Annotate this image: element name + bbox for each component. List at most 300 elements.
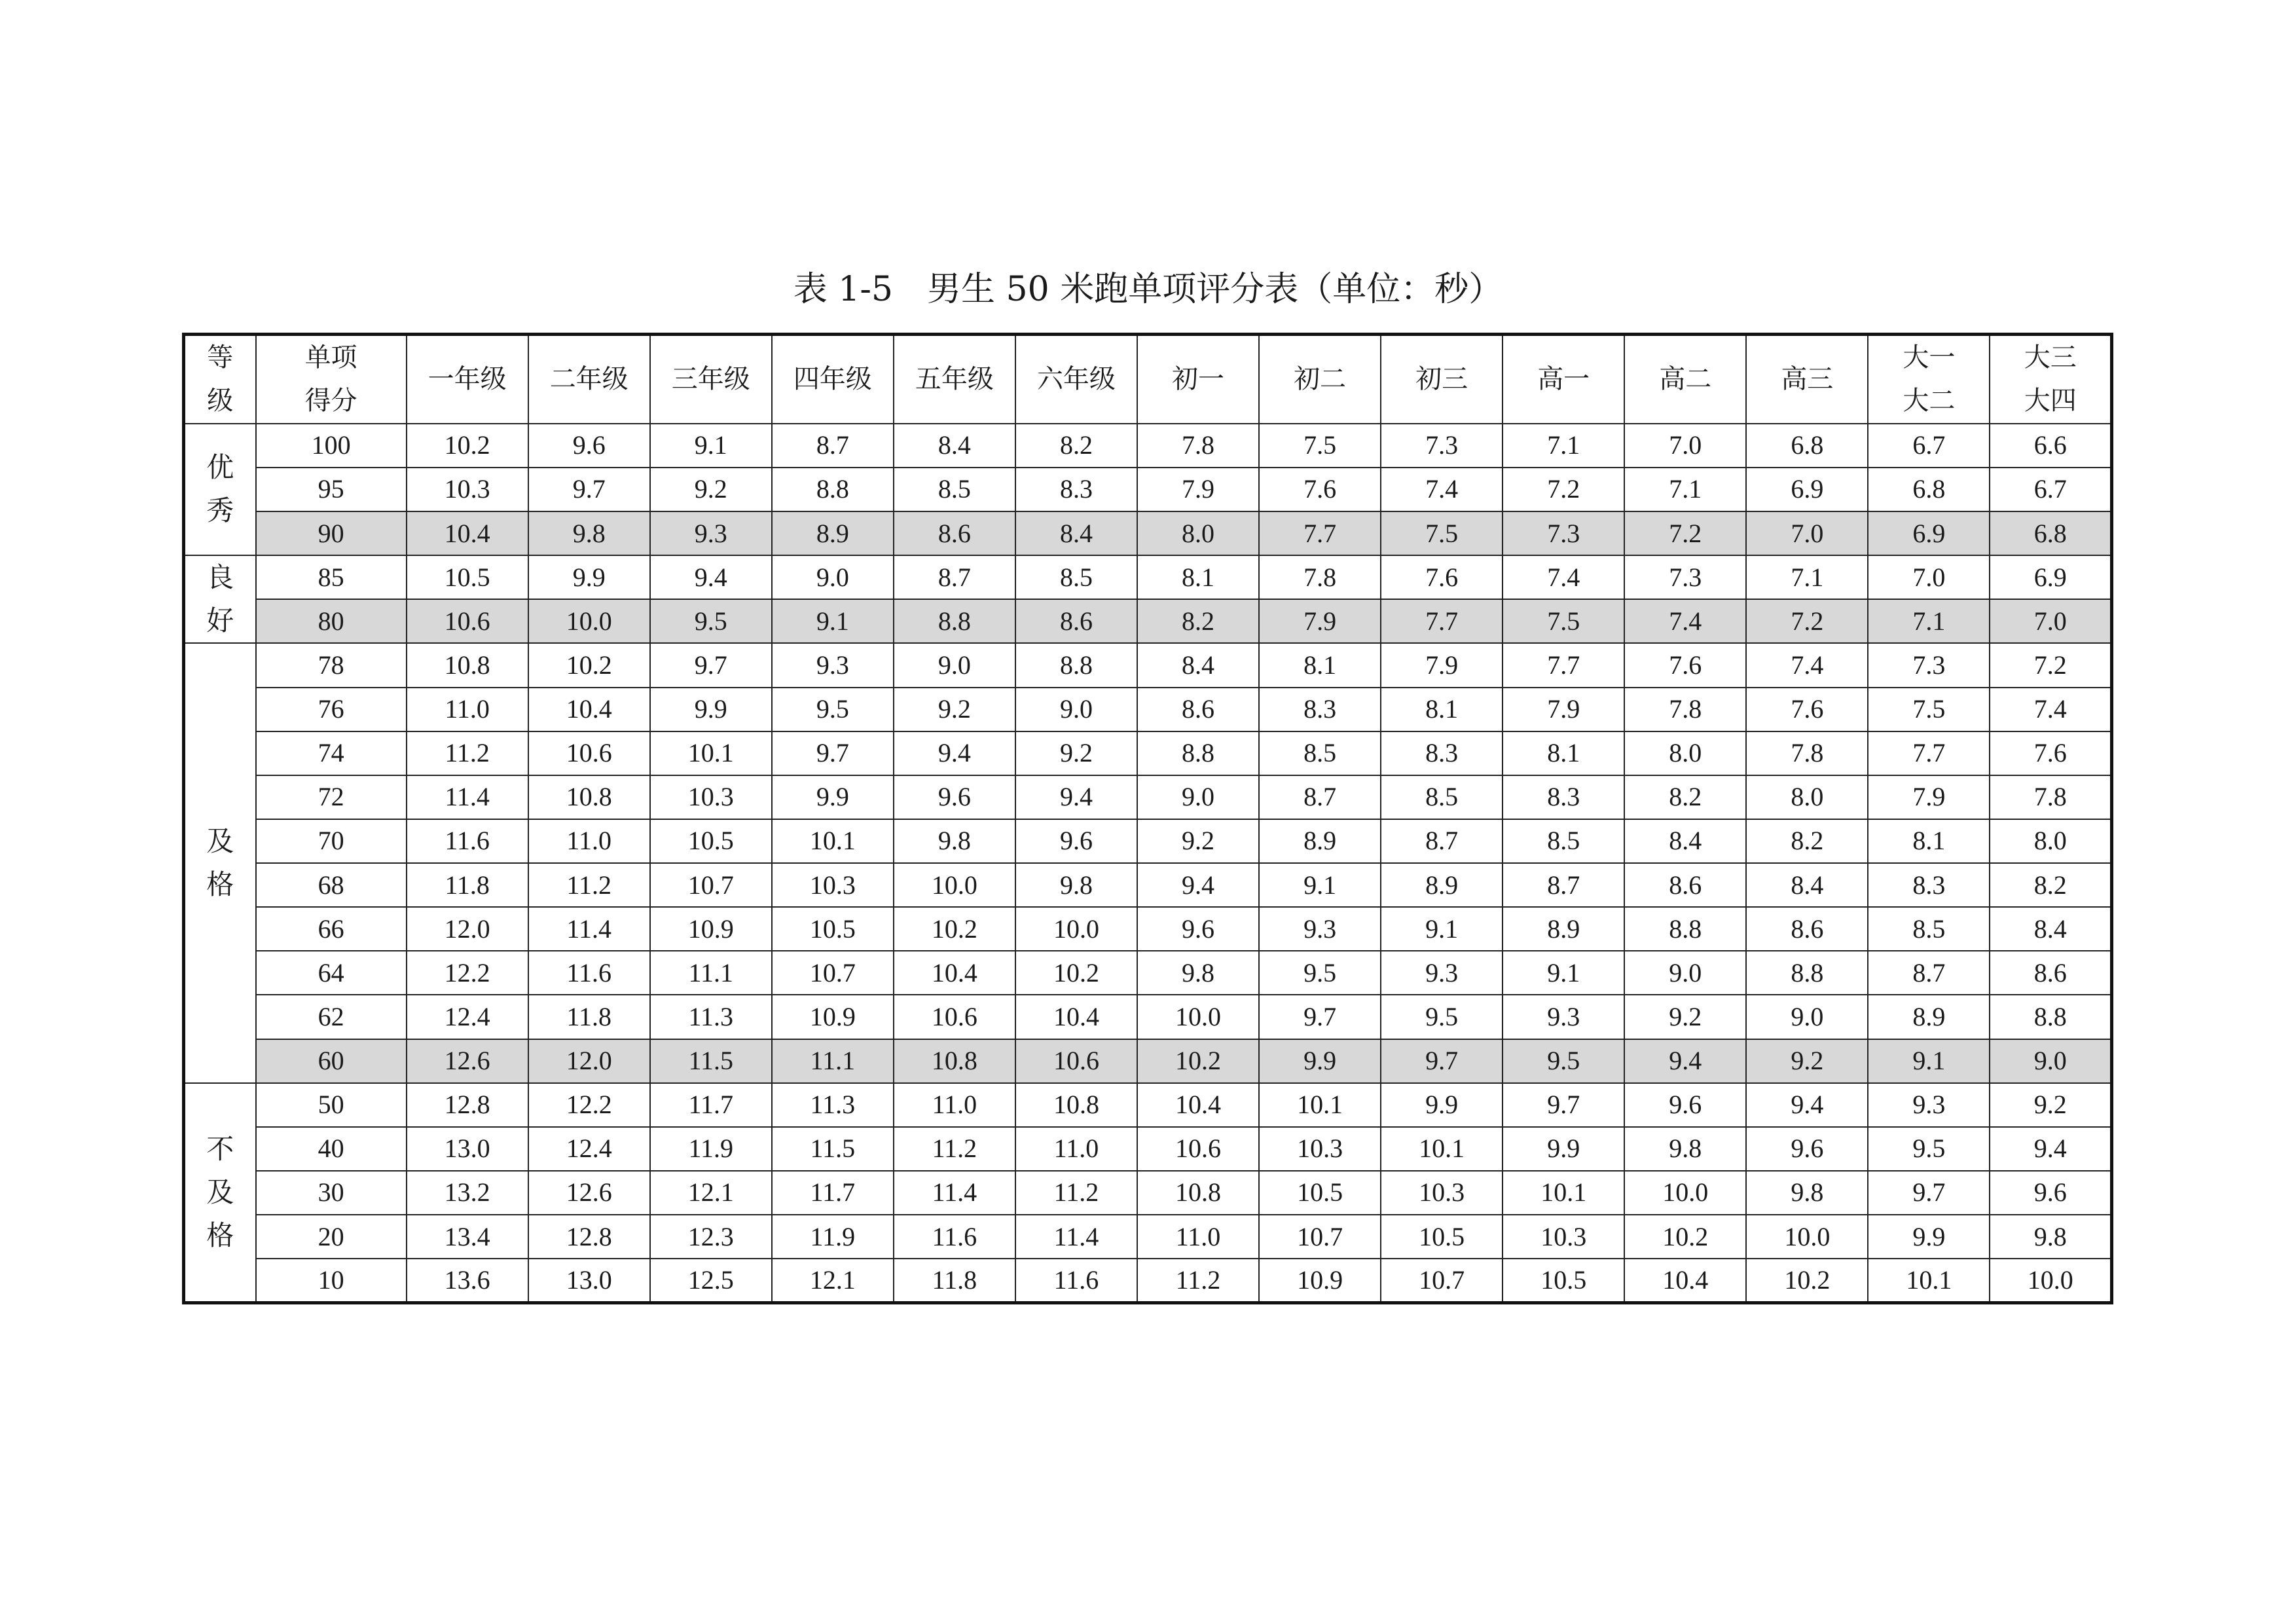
score-cell: 85: [256, 555, 407, 599]
time-value-cell: 10.6: [1137, 1127, 1259, 1171]
score-cell: 10: [256, 1259, 407, 1302]
time-value-cell: 9.8: [894, 819, 1015, 863]
time-value-cell: 11.0: [894, 1083, 1015, 1127]
time-value-cell: 9.5: [650, 599, 772, 643]
time-value-cell: 9.4: [1137, 863, 1259, 907]
time-value-cell: 12.3: [650, 1215, 772, 1259]
header-column-cell: [1015, 335, 1137, 424]
time-value-cell: 9.5: [1503, 1039, 1624, 1083]
time-value-cell: 10.2: [1624, 1215, 1746, 1259]
time-value-cell: 7.9: [1137, 468, 1259, 511]
time-value-cell: 10.1: [772, 819, 894, 863]
time-value-cell: 12.4: [407, 995, 528, 1039]
time-value-cell: 7.6: [1381, 555, 1503, 599]
time-value-cell: 12.8: [407, 1083, 528, 1127]
time-value-cell: 7.1: [1868, 599, 1990, 643]
time-value-cell: 10.8: [1137, 1171, 1259, 1215]
score-table: [182, 333, 2113, 1304]
table-row: [184, 1039, 2112, 1083]
time-value-cell: 11.2: [1015, 1171, 1137, 1215]
time-value-cell: 9.6: [528, 424, 650, 468]
time-value-cell: 9.7: [1868, 1171, 1990, 1215]
time-value-cell: 9.6: [1746, 1127, 1868, 1171]
time-value-cell: 10.1: [1259, 1083, 1381, 1127]
time-value-cell: 11.1: [650, 951, 772, 995]
table-row: [184, 995, 2112, 1039]
time-value-cell: 10.3: [772, 863, 894, 907]
header-column-line: 三年级: [671, 364, 750, 395]
time-value-cell: 10.2: [1137, 1039, 1259, 1083]
time-value-cell: 10.1: [650, 731, 772, 775]
score-cell: 20: [256, 1215, 407, 1259]
header-score-line: 单项: [304, 342, 357, 373]
table-row: [184, 511, 2112, 555]
time-value-cell: 12.0: [528, 1039, 650, 1083]
time-value-cell: 12.2: [407, 951, 528, 995]
grade-group-line: 不: [206, 1132, 234, 1165]
time-value-cell: 8.2: [1015, 424, 1137, 468]
grade-group-line: 格: [206, 1219, 234, 1251]
time-value-cell: 6.7: [1868, 424, 1990, 468]
time-value-cell: 7.7: [1259, 511, 1381, 555]
time-value-cell: 9.7: [1503, 1083, 1624, 1127]
time-value-cell: 11.9: [772, 1215, 894, 1259]
time-value-cell: 11.2: [1137, 1259, 1259, 1302]
time-value-cell: 13.2: [407, 1171, 528, 1215]
time-value-cell: 7.9: [1381, 643, 1503, 687]
time-value-cell: 9.4: [1624, 1039, 1746, 1083]
time-value-cell: 9.9: [528, 555, 650, 599]
time-value-cell: 6.7: [1990, 468, 2111, 511]
time-value-cell: 8.0: [1137, 511, 1259, 555]
time-value-cell: 9.8: [1746, 1171, 1868, 1215]
time-value-cell: 9.1: [772, 599, 894, 643]
header-column-cell: [894, 335, 1015, 424]
time-value-cell: 7.3: [1503, 511, 1624, 555]
table-row: [184, 775, 2112, 819]
header-column-line: 二年级: [549, 364, 629, 395]
time-value-cell: 9.6: [1990, 1171, 2111, 1215]
time-value-cell: 7.0: [1868, 555, 1990, 599]
time-value-cell: 10.7: [772, 951, 894, 995]
time-value-cell: 13.6: [407, 1259, 528, 1302]
time-value-cell: 9.2: [650, 468, 772, 511]
time-value-cell: 13.4: [407, 1215, 528, 1259]
time-value-cell: 10.1: [1381, 1127, 1503, 1171]
time-value-cell: 7.2: [1624, 511, 1746, 555]
time-value-cell: 7.8: [1624, 688, 1746, 731]
time-value-cell: 11.4: [894, 1171, 1015, 1215]
header-column-cell: [1503, 335, 1624, 424]
header-column-cell: [650, 335, 772, 424]
time-value-cell: 10.7: [1381, 1259, 1503, 1302]
time-value-cell: 12.6: [407, 1039, 528, 1083]
time-value-cell: 7.2: [1503, 468, 1624, 511]
time-value-cell: 8.8: [1990, 995, 2111, 1039]
time-value-cell: 8.0: [1990, 819, 2111, 863]
time-value-cell: 11.6: [528, 951, 650, 995]
time-value-cell: 11.0: [1137, 1215, 1259, 1259]
time-value-cell: 9.0: [894, 643, 1015, 687]
table-row: [184, 424, 2112, 468]
time-value-cell: 6.8: [1746, 424, 1868, 468]
time-value-cell: 8.9: [1381, 863, 1503, 907]
time-value-cell: 8.0: [1624, 731, 1746, 775]
time-value-cell: 10.2: [407, 424, 528, 468]
time-value-cell: 7.4: [1503, 555, 1624, 599]
header-column-cell: [772, 335, 894, 424]
time-value-cell: 9.9: [1381, 1083, 1503, 1127]
time-value-cell: 7.7: [1868, 731, 1990, 775]
header-column-line: 一年级: [428, 364, 507, 395]
grade-group-line: 秀: [206, 494, 234, 527]
time-value-cell: 9.3: [650, 511, 772, 555]
page-title: 表 1-5 男生 50 米跑单项评分表（单位：秒）: [793, 270, 1503, 309]
score-cell: 74: [256, 731, 407, 775]
grade-group-cell: [184, 555, 256, 643]
time-value-cell: 10.2: [1015, 951, 1137, 995]
score-cell: 80: [256, 599, 407, 643]
time-value-cell: 10.0: [1137, 995, 1259, 1039]
time-value-cell: 9.2: [1137, 819, 1259, 863]
time-value-cell: 9.9: [1868, 1215, 1990, 1259]
time-value-cell: 9.5: [772, 688, 894, 731]
time-value-cell: 8.8: [1624, 907, 1746, 951]
header-column-cell: [1381, 335, 1503, 424]
time-value-cell: 10.7: [650, 863, 772, 907]
grade-group-line: 及: [206, 825, 234, 858]
time-value-cell: 9.8: [1015, 863, 1137, 907]
time-value-cell: 11.2: [528, 863, 650, 907]
time-value-cell: 9.0: [772, 555, 894, 599]
time-value-cell: 7.5: [1503, 599, 1624, 643]
score-cell: 66: [256, 907, 407, 951]
time-value-cell: 11.4: [528, 907, 650, 951]
time-value-cell: 7.6: [1259, 468, 1381, 511]
time-value-cell: 8.6: [1624, 863, 1746, 907]
time-value-cell: 8.6: [894, 511, 1015, 555]
time-value-cell: 10.2: [528, 643, 650, 687]
time-value-cell: 9.8: [1137, 951, 1259, 995]
header-column-line: 高二: [1659, 364, 1712, 395]
time-value-cell: 8.7: [1259, 775, 1381, 819]
score-cell: 50: [256, 1083, 407, 1127]
time-value-cell: 9.7: [528, 468, 650, 511]
time-value-cell: 7.3: [1381, 424, 1503, 468]
time-value-cell: 7.5: [1381, 511, 1503, 555]
time-value-cell: 7.3: [1868, 643, 1990, 687]
time-value-cell: 8.4: [1746, 863, 1868, 907]
time-value-cell: 8.8: [1746, 951, 1868, 995]
time-value-cell: 9.9: [1503, 1127, 1624, 1171]
time-value-cell: 9.3: [1868, 1083, 1990, 1127]
time-value-cell: 10.2: [1746, 1259, 1868, 1302]
header-column-cell: [1137, 335, 1259, 424]
header-column-cell: [1624, 335, 1746, 424]
header-column-line: 高三: [1781, 364, 1834, 395]
time-value-cell: 10.5: [1259, 1171, 1381, 1215]
score-cell: 95: [256, 468, 407, 511]
time-value-cell: 10.4: [894, 951, 1015, 995]
time-value-cell: 9.1: [1868, 1039, 1990, 1083]
time-value-cell: 10.5: [650, 819, 772, 863]
time-value-cell: 10.0: [1015, 907, 1137, 951]
time-value-cell: 10.3: [1503, 1215, 1624, 1259]
time-value-cell: 8.1: [1503, 731, 1624, 775]
time-value-cell: 12.1: [650, 1171, 772, 1215]
time-value-cell: 9.7: [1259, 995, 1381, 1039]
time-value-cell: 7.2: [1746, 599, 1868, 643]
time-value-cell: 8.5: [894, 468, 1015, 511]
time-value-cell: 12.0: [407, 907, 528, 951]
time-value-cell: 11.4: [1015, 1215, 1137, 1259]
time-value-cell: 7.6: [1990, 731, 2111, 775]
time-value-cell: 12.1: [772, 1259, 894, 1302]
header-column-line: 初二: [1294, 364, 1347, 395]
score-cell: 40: [256, 1127, 407, 1171]
table-row: [184, 1215, 2112, 1259]
time-value-cell: 9.3: [1259, 907, 1381, 951]
time-value-cell: 7.6: [1624, 643, 1746, 687]
time-value-cell: 9.0: [1137, 775, 1259, 819]
time-value-cell: 7.4: [1990, 688, 2111, 731]
time-value-cell: 7.1: [1746, 555, 1868, 599]
time-value-cell: 8.8: [772, 468, 894, 511]
time-value-cell: 8.1: [1381, 688, 1503, 731]
time-value-cell: 10.0: [528, 599, 650, 643]
time-value-cell: 11.4: [407, 775, 528, 819]
time-value-cell: 11.6: [407, 819, 528, 863]
time-value-cell: 9.3: [772, 643, 894, 687]
grade-group-cell: [184, 1083, 256, 1303]
time-value-cell: 12.6: [528, 1171, 650, 1215]
time-value-cell: 10.5: [772, 907, 894, 951]
time-value-cell: 7.4: [1624, 599, 1746, 643]
time-value-cell: 9.8: [1990, 1215, 2111, 1259]
time-value-cell: 9.8: [1624, 1127, 1746, 1171]
header-score-line: 得分: [304, 386, 357, 416]
time-value-cell: 9.1: [1259, 863, 1381, 907]
time-value-cell: 9.5: [1868, 1127, 1990, 1171]
time-value-cell: 10.3: [407, 468, 528, 511]
time-value-cell: 8.6: [1015, 599, 1137, 643]
time-value-cell: 10.9: [772, 995, 894, 1039]
time-value-cell: 10.4: [1624, 1259, 1746, 1302]
header-column-line: 初三: [1415, 364, 1468, 395]
table-row: [184, 731, 2112, 775]
time-value-cell: 8.3: [1015, 468, 1137, 511]
header-column-cell: [1746, 335, 1868, 424]
time-value-cell: 11.0: [407, 688, 528, 731]
time-value-cell: 7.9: [1259, 599, 1381, 643]
time-value-cell: 11.5: [650, 1039, 772, 1083]
time-value-cell: 8.4: [1137, 643, 1259, 687]
time-value-cell: 9.9: [650, 688, 772, 731]
time-value-cell: 11.8: [894, 1259, 1015, 1302]
time-value-cell: 7.7: [1381, 599, 1503, 643]
time-value-cell: 11.0: [1015, 1127, 1137, 1171]
table-row: [184, 907, 2112, 951]
score-cell: 90: [256, 511, 407, 555]
time-value-cell: 9.6: [894, 775, 1015, 819]
time-value-cell: 11.7: [650, 1083, 772, 1127]
time-value-cell: 11.6: [1015, 1259, 1137, 1302]
time-value-cell: 9.3: [1503, 995, 1624, 1039]
header-column-cell: [1990, 335, 2111, 424]
time-value-cell: 9.7: [772, 731, 894, 775]
time-value-cell: 11.7: [772, 1171, 894, 1215]
time-value-cell: 10.4: [407, 511, 528, 555]
time-value-cell: 10.8: [407, 643, 528, 687]
time-value-cell: 8.3: [1381, 731, 1503, 775]
time-value-cell: 9.1: [650, 424, 772, 468]
time-value-cell: 7.8: [1259, 555, 1381, 599]
time-value-cell: 8.6: [1746, 907, 1868, 951]
time-value-cell: 8.1: [1259, 643, 1381, 687]
time-value-cell: 10.9: [650, 907, 772, 951]
time-value-cell: 11.0: [528, 819, 650, 863]
time-value-cell: 7.9: [1868, 775, 1990, 819]
time-value-cell: 10.3: [650, 775, 772, 819]
time-value-cell: 9.1: [1503, 951, 1624, 995]
time-value-cell: 8.8: [1137, 731, 1259, 775]
time-value-cell: 10.5: [1503, 1259, 1624, 1302]
header-column-line: 大三: [2024, 342, 2077, 373]
time-value-cell: 8.7: [1381, 819, 1503, 863]
time-value-cell: 9.8: [528, 511, 650, 555]
time-value-cell: 7.9: [1503, 688, 1624, 731]
time-value-cell: 9.2: [1990, 1083, 2111, 1127]
header-column-line: 初一: [1172, 364, 1224, 395]
time-value-cell: 9.2: [894, 688, 1015, 731]
time-value-cell: 6.8: [1868, 468, 1990, 511]
time-value-cell: 10.7: [1259, 1215, 1381, 1259]
table-row: [184, 468, 2112, 511]
time-value-cell: 8.2: [1624, 775, 1746, 819]
table-row: [184, 1259, 2112, 1302]
time-value-cell: 9.0: [1624, 951, 1746, 995]
time-value-cell: 7.1: [1624, 468, 1746, 511]
time-value-cell: 9.2: [1746, 1039, 1868, 1083]
table-row: [184, 599, 2112, 643]
table-row: [184, 1083, 2112, 1127]
time-value-cell: 10.3: [1381, 1171, 1503, 1215]
table-row: [184, 1127, 2112, 1171]
time-value-cell: 10.8: [894, 1039, 1015, 1083]
header-score-cell: [256, 335, 407, 424]
time-value-cell: 8.9: [1259, 819, 1381, 863]
table-row: [184, 951, 2112, 995]
time-value-cell: 7.7: [1503, 643, 1624, 687]
time-value-cell: 7.2: [1990, 643, 2111, 687]
time-value-cell: 8.9: [772, 511, 894, 555]
time-value-cell: 9.2: [1015, 731, 1137, 775]
time-value-cell: 8.7: [1503, 863, 1624, 907]
time-value-cell: 8.0: [1746, 775, 1868, 819]
time-value-cell: 8.9: [1868, 995, 1990, 1039]
time-value-cell: 8.4: [1015, 511, 1137, 555]
time-value-cell: 11.3: [650, 995, 772, 1039]
grade-group-cell: [184, 643, 256, 1082]
time-value-cell: 11.8: [407, 863, 528, 907]
time-value-cell: 8.2: [1990, 863, 2111, 907]
score-cell: 60: [256, 1039, 407, 1083]
time-value-cell: 9.7: [650, 643, 772, 687]
time-value-cell: 8.3: [1503, 775, 1624, 819]
header-row: [184, 335, 2112, 424]
time-value-cell: 8.5: [1015, 555, 1137, 599]
time-value-cell: 9.4: [1015, 775, 1137, 819]
score-cell: 72: [256, 775, 407, 819]
time-value-cell: 8.1: [1868, 819, 1990, 863]
time-value-cell: 9.9: [772, 775, 894, 819]
header-column-line: 大一: [1903, 342, 1956, 373]
time-value-cell: 12.8: [528, 1215, 650, 1259]
time-value-cell: 10.0: [1990, 1259, 2111, 1302]
header-grade-line: 等: [207, 342, 234, 373]
time-value-cell: 9.5: [1259, 951, 1381, 995]
grade-group-cell: [184, 424, 256, 555]
time-value-cell: 8.2: [1746, 819, 1868, 863]
time-value-cell: 10.2: [894, 907, 1015, 951]
score-cell: 76: [256, 688, 407, 731]
time-value-cell: 9.3: [1381, 951, 1503, 995]
time-value-cell: 10.5: [1381, 1215, 1503, 1259]
time-value-cell: 9.4: [894, 731, 1015, 775]
time-value-cell: 6.9: [1746, 468, 1868, 511]
score-cell: 30: [256, 1171, 407, 1215]
time-value-cell: 9.6: [1015, 819, 1137, 863]
time-value-cell: 9.4: [650, 555, 772, 599]
time-value-cell: 9.0: [1990, 1039, 2111, 1083]
time-value-cell: 10.5: [407, 555, 528, 599]
time-value-cell: 10.4: [1015, 995, 1137, 1039]
time-value-cell: 9.6: [1137, 907, 1259, 951]
time-value-cell: 8.8: [894, 599, 1015, 643]
time-value-cell: 10.6: [528, 731, 650, 775]
grade-group-line: 及: [206, 1175, 234, 1208]
time-value-cell: 7.0: [1624, 424, 1746, 468]
time-value-cell: 10.0: [894, 863, 1015, 907]
time-value-cell: 10.6: [894, 995, 1015, 1039]
time-value-cell: 7.5: [1259, 424, 1381, 468]
time-value-cell: 7.8: [1137, 424, 1259, 468]
time-value-cell: 9.4: [1990, 1127, 2111, 1171]
time-value-cell: 9.1: [1381, 907, 1503, 951]
time-value-cell: 12.2: [528, 1083, 650, 1127]
time-value-cell: 8.8: [1015, 643, 1137, 687]
time-value-cell: 11.2: [407, 731, 528, 775]
time-value-cell: 8.6: [1137, 688, 1259, 731]
time-value-cell: 8.6: [1990, 951, 2111, 995]
score-cell: 68: [256, 863, 407, 907]
time-value-cell: 13.0: [407, 1127, 528, 1171]
time-value-cell: 6.6: [1990, 424, 2111, 468]
score-cell: 64: [256, 951, 407, 995]
time-value-cell: 8.7: [772, 424, 894, 468]
time-value-cell: 11.2: [894, 1127, 1015, 1171]
header-column-line: 五年级: [915, 364, 994, 395]
time-value-cell: 9.0: [1746, 995, 1868, 1039]
table-row: [184, 555, 2112, 599]
score-cell: 100: [256, 424, 407, 468]
time-value-cell: 11.8: [528, 995, 650, 1039]
header-column-line: 大四: [2024, 386, 2077, 416]
time-value-cell: 8.7: [894, 555, 1015, 599]
table-row: [184, 1171, 2112, 1215]
time-value-cell: 7.8: [1990, 775, 2111, 819]
time-value-cell: 8.7: [1868, 951, 1990, 995]
